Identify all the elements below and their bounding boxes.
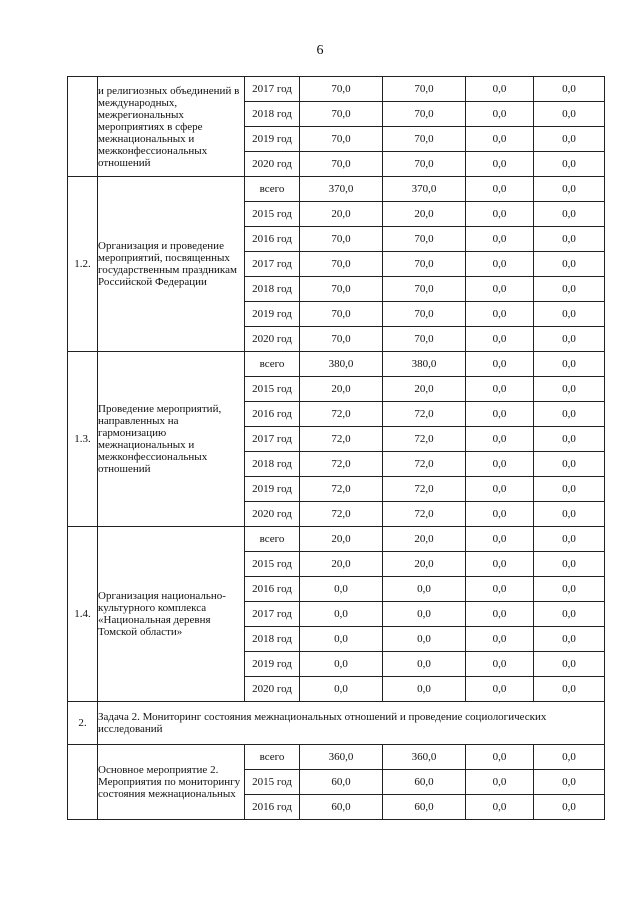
value-cell: 0,0 [383, 602, 466, 627]
value-cell: 20,0 [383, 527, 466, 552]
value-cell: 0,0 [466, 577, 534, 602]
value-cell: 70,0 [383, 77, 466, 102]
table-row [68, 177, 605, 202]
value-cell: 370,0 [300, 177, 383, 202]
value-cell: 0,0 [534, 745, 605, 770]
table-row [68, 77, 605, 102]
value-cell: 0,0 [534, 327, 605, 352]
value-cell: 0,0 [534, 677, 605, 702]
value-cell: 60,0 [300, 795, 383, 820]
value-cell: 0,0 [466, 502, 534, 527]
value-cell: 0,0 [534, 477, 605, 502]
value-cell: 0,0 [534, 177, 605, 202]
value-cell: 72,0 [300, 477, 383, 502]
value-cell: 0,0 [466, 652, 534, 677]
value-cell: 0,0 [534, 377, 605, 402]
value-cell: 0,0 [534, 652, 605, 677]
year-cell: 2017 год [245, 252, 300, 277]
value-cell: 360,0 [300, 745, 383, 770]
value-cell: 0,0 [466, 352, 534, 377]
item-number: 1.2. [68, 177, 98, 352]
value-cell: 70,0 [300, 302, 383, 327]
item-name: Проведение мероприятий, направленных на гармонизацию межнациональных и межконфессиональных отношений [98, 352, 245, 527]
value-cell: 72,0 [383, 502, 466, 527]
year-cell: 2020 год [245, 677, 300, 702]
year-cell: 2016 год [245, 577, 300, 602]
year-cell: всего [245, 527, 300, 552]
value-cell: 0,0 [534, 527, 605, 552]
value-cell: 0,0 [466, 552, 534, 577]
year-cell: 2019 год [245, 127, 300, 152]
value-cell: 0,0 [300, 677, 383, 702]
value-cell: 60,0 [383, 795, 466, 820]
value-cell: 0,0 [534, 577, 605, 602]
value-cell: 70,0 [383, 152, 466, 177]
year-cell: 2015 год [245, 552, 300, 577]
value-cell: 0,0 [534, 77, 605, 102]
year-cell: всего [245, 177, 300, 202]
year-cell: 2020 год [245, 502, 300, 527]
budget-table [67, 76, 605, 820]
value-cell: 380,0 [383, 352, 466, 377]
value-cell: 360,0 [383, 745, 466, 770]
value-cell: 0,0 [534, 277, 605, 302]
table-row [68, 745, 605, 770]
year-cell: 2020 год [245, 152, 300, 177]
value-cell: 70,0 [383, 252, 466, 277]
task-number: 2. [68, 702, 98, 745]
value-cell: 0,0 [383, 677, 466, 702]
value-cell: 0,0 [534, 352, 605, 377]
value-cell: 20,0 [383, 377, 466, 402]
value-cell: 0,0 [534, 602, 605, 627]
value-cell: 0,0 [466, 527, 534, 552]
value-cell: 0,0 [534, 202, 605, 227]
value-cell: 0,0 [300, 627, 383, 652]
value-cell: 0,0 [466, 252, 534, 277]
value-cell: 70,0 [300, 152, 383, 177]
value-cell: 0,0 [534, 452, 605, 477]
value-cell: 72,0 [300, 402, 383, 427]
value-cell: 20,0 [383, 202, 466, 227]
value-cell: 0,0 [300, 602, 383, 627]
value-cell: 72,0 [383, 427, 466, 452]
value-cell: 70,0 [300, 252, 383, 277]
value-cell: 0,0 [466, 202, 534, 227]
value-cell: 0,0 [534, 552, 605, 577]
item-name: Основное мероприятие 2. Мероприятия по мониторингу состояния межнациональных [98, 745, 245, 820]
value-cell: 72,0 [383, 402, 466, 427]
value-cell: 0,0 [466, 477, 534, 502]
table-row [68, 527, 605, 552]
value-cell: 70,0 [300, 227, 383, 252]
value-cell: 0,0 [466, 402, 534, 427]
value-cell: 0,0 [466, 677, 534, 702]
value-cell: 0,0 [534, 252, 605, 277]
value-cell: 0,0 [466, 327, 534, 352]
value-cell: 72,0 [383, 452, 466, 477]
value-cell: 0,0 [534, 102, 605, 127]
item-name: Организация и проведение мероприятий, посвященных государственным праздникам Российской Федерации [98, 177, 245, 352]
item-number [68, 745, 98, 820]
value-cell: 0,0 [466, 152, 534, 177]
year-cell: 2020 год [245, 327, 300, 352]
year-cell: 2017 год [245, 602, 300, 627]
value-cell: 0,0 [466, 770, 534, 795]
value-cell: 0,0 [466, 795, 534, 820]
value-cell: 70,0 [300, 327, 383, 352]
year-cell: 2019 год [245, 477, 300, 502]
value-cell: 0,0 [534, 227, 605, 252]
value-cell: 0,0 [466, 427, 534, 452]
year-cell: 2016 год [245, 795, 300, 820]
item-number [68, 77, 98, 177]
value-cell: 72,0 [300, 502, 383, 527]
value-cell: 70,0 [383, 102, 466, 127]
year-cell: 2017 год [245, 427, 300, 452]
value-cell: 20,0 [300, 527, 383, 552]
value-cell: 0,0 [466, 377, 534, 402]
value-cell: 370,0 [383, 177, 466, 202]
value-cell: 0,0 [466, 302, 534, 327]
task-text: Задача 2. Мониторинг состояния межнациональных отношений и проведение социологических исследований [98, 702, 605, 745]
page-number: 6 [316, 43, 324, 58]
year-cell: 2018 год [245, 277, 300, 302]
value-cell: 20,0 [300, 377, 383, 402]
value-cell: 0,0 [466, 77, 534, 102]
value-cell: 72,0 [300, 452, 383, 477]
year-cell: 2015 год [245, 202, 300, 227]
year-cell: всего [245, 745, 300, 770]
value-cell: 0,0 [534, 402, 605, 427]
year-cell: всего [245, 352, 300, 377]
value-cell: 0,0 [466, 177, 534, 202]
value-cell: 0,0 [534, 152, 605, 177]
year-cell: 2018 год [245, 452, 300, 477]
value-cell: 0,0 [466, 127, 534, 152]
year-cell: 2017 год [245, 77, 300, 102]
value-cell: 0,0 [534, 302, 605, 327]
year-cell: 2019 год [245, 652, 300, 677]
table-row [68, 352, 605, 377]
year-cell: 2015 год [245, 377, 300, 402]
value-cell: 72,0 [383, 477, 466, 502]
value-cell: 0,0 [534, 795, 605, 820]
year-cell: 2019 год [245, 302, 300, 327]
year-cell: 2018 год [245, 102, 300, 127]
item-number: 1.3. [68, 352, 98, 527]
value-cell: 0,0 [466, 627, 534, 652]
value-cell: 60,0 [300, 770, 383, 795]
value-cell: 0,0 [466, 452, 534, 477]
year-cell: 2018 год [245, 627, 300, 652]
value-cell: 0,0 [383, 627, 466, 652]
item-number: 1.4. [68, 527, 98, 702]
value-cell: 0,0 [534, 127, 605, 152]
value-cell: 20,0 [300, 202, 383, 227]
value-cell: 70,0 [383, 302, 466, 327]
value-cell: 0,0 [300, 652, 383, 677]
value-cell: 70,0 [300, 77, 383, 102]
value-cell: 0,0 [534, 627, 605, 652]
value-cell: 0,0 [466, 227, 534, 252]
value-cell: 70,0 [383, 327, 466, 352]
item-name: и религиозных объединений в международных, межрегиональных мероприятиях в сфере межнациональных и межконфессиональных отношений [98, 77, 245, 177]
value-cell: 20,0 [300, 552, 383, 577]
value-cell: 70,0 [300, 102, 383, 127]
value-cell: 380,0 [300, 352, 383, 377]
value-cell: 0,0 [466, 277, 534, 302]
value-cell: 70,0 [383, 277, 466, 302]
value-cell: 0,0 [466, 102, 534, 127]
task-row [68, 702, 605, 745]
value-cell: 0,0 [466, 745, 534, 770]
year-cell: 2015 год [245, 770, 300, 795]
value-cell: 72,0 [300, 427, 383, 452]
value-cell: 70,0 [383, 127, 466, 152]
value-cell: 0,0 [383, 652, 466, 677]
value-cell: 0,0 [534, 770, 605, 795]
value-cell: 60,0 [383, 770, 466, 795]
value-cell: 20,0 [383, 552, 466, 577]
item-name: Организация национально-культурного комплекса «Национальная деревня Томской области» [98, 527, 245, 702]
value-cell: 0,0 [534, 502, 605, 527]
year-cell: 2016 год [245, 402, 300, 427]
table-body [68, 77, 605, 820]
value-cell: 0,0 [383, 577, 466, 602]
value-cell: 70,0 [383, 227, 466, 252]
value-cell: 0,0 [300, 577, 383, 602]
value-cell: 70,0 [300, 127, 383, 152]
value-cell: 0,0 [466, 602, 534, 627]
year-cell: 2016 год [245, 227, 300, 252]
value-cell: 70,0 [300, 277, 383, 302]
value-cell: 0,0 [534, 427, 605, 452]
